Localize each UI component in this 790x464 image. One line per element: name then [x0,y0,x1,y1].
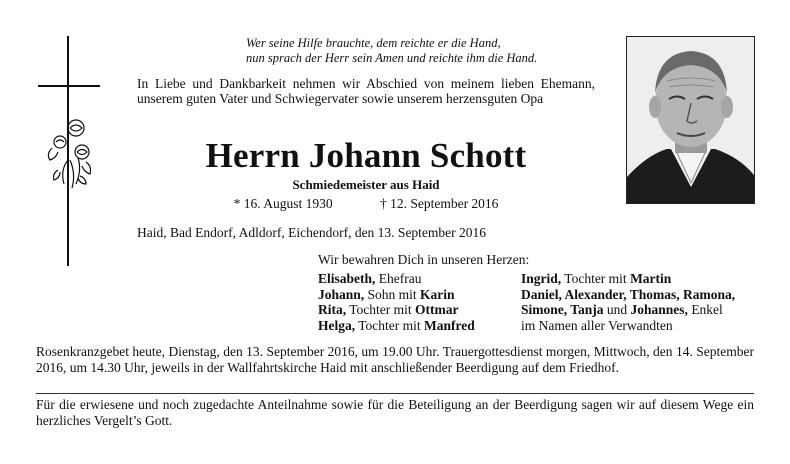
family-entry: Simone, Tanja und Johannes, Enkel [521,302,723,317]
place-date: Haid, Bad Endorf, Adldorf, Eichendorf, den 13. September 2016 [137,225,487,240]
deceased-title: Schmiedemeister aus Haid [292,177,440,192]
family-entry: im Namen aller Verwandten [521,317,673,333]
birth-date: * 16. August 1930 [233,196,333,211]
motto-line-1: Wer seine Hilfe brauchte, dem reichte er die Hand, [246,36,501,50]
family-entry: Ingrid, Tochter mit Martin [521,271,672,286]
life-dates [137,196,595,212]
deceased-name: Herrn Johann Schott [205,136,527,175]
divider-line [36,393,754,394]
family-list-right [521,271,756,333]
family-list-left [318,271,508,333]
family-entry: Johann, Sohn mit Karin [318,286,455,302]
portrait-photo [626,36,755,204]
thanks-text: Für die erwiesene und noch zugedachte Anteilnahme sowie für die Beteiligung an der Beerdigung sagen wir auf diesem Wege ein herzliches Vergelt’s Gott. [36,397,754,428]
family-entry: Daniel, Alexander, Thomas, Ramona, [521,286,736,302]
family-entry: Rita, Tochter mit Ottmar [318,302,459,317]
cross-with-roses-icon [20,30,120,270]
motto-verse [246,36,606,66]
service-notice: Rosenkranzgebet heute, Dienstag, den 13. September 2016, um 19.00 Uhr. Trauergottesdienst morgen, Mittwoch, den 14. September 2016, um 14.30 Uhr, jeweils in der Wallfahrtskirche Haid mit anschließender Beerdigung auf dem Friedhof. [36,344,754,375]
motto-line-2: nun sprach der Herr sein Amen und reichte ihm die Hand. [246,51,538,65]
intro-text: In Liebe und Dankbarkeit nehmen wir Abschied von meinem lieben Ehemann, unserem guten Vater und Schwiegervater sowie unserem herzensguten Opa [137,76,595,106]
keep-in-heart-line: Wir bewahren Dich in unseren Herzen: [318,252,530,267]
family-entry: Helga, Tochter mit Manfred [318,317,475,333]
death-date: † 12. September 2016 [379,196,499,211]
family-entry: Elisabeth, Ehefrau [318,271,422,286]
